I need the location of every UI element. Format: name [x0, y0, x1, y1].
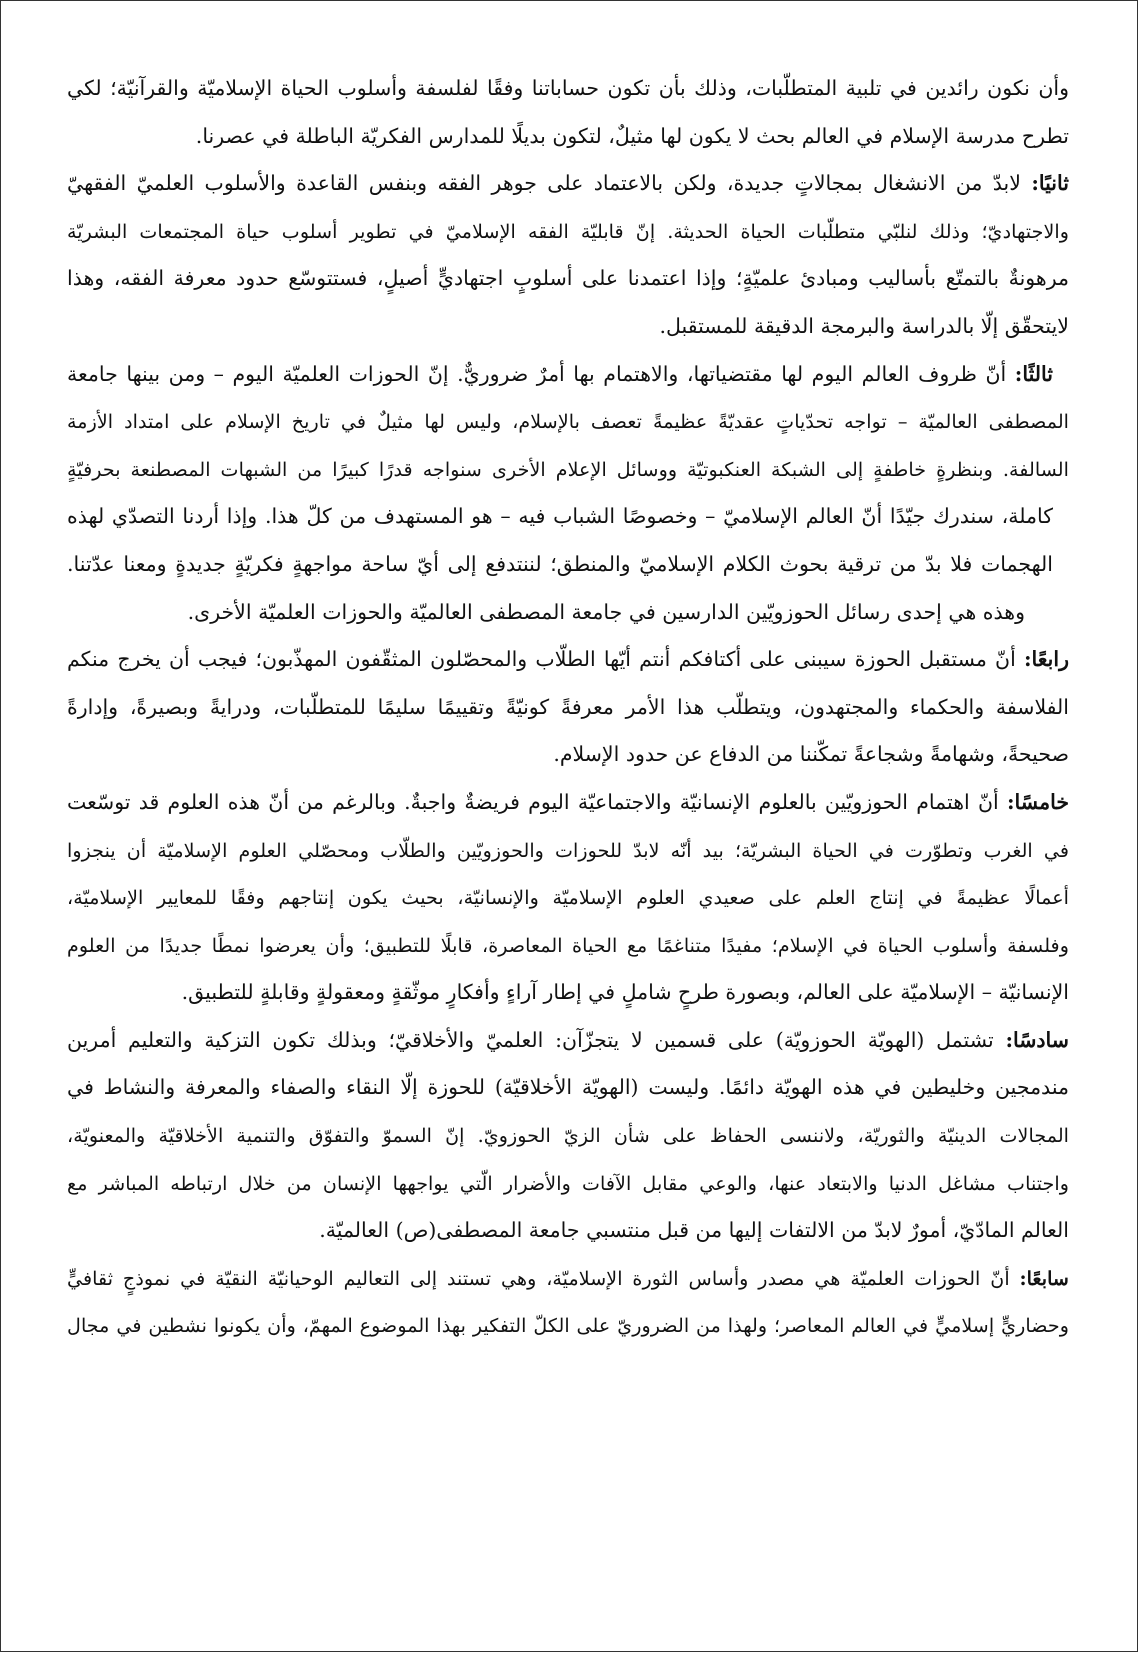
paragraph-closing: وهذه هي إحدى رسائل الحوزويّين الدارسين في جامعة المصطفى العالميّة والحوزات العلميّة الأخرى.	[187, 599, 1025, 624]
text-line: أعمالًا عظيمةً في إنتاج العلم على صعيدي العلوم الإسلاميّة والإنسانيّة، بحيث يكون إنتاجهم وفقًا للمعايير الإسلاميّة،	[67, 886, 1069, 910]
paragraph-first-line	[67, 636, 1069, 684]
text-line: تطرح مدرسة الإسلام في العالم بحث لا يكون لها مثيلٌ، لتكون بديلًا للمدارس الفكريّة الباطلة في عصرنا.	[195, 123, 1069, 148]
text-line: تشتمل (الهويّة الحوزويّة) على قسمين لا يتجزّآن: العلميّ والأخلاقيّ؛ وبذلك تكون التزكية والتعليم أمرين	[67, 1027, 994, 1052]
text-line: أنّ اهتمام الحوزويّين بالعلوم الإنسانيّة والاجتماعيّة اليوم فريضةٌ واجبةٌ. وبالرغم من أنّ هذه العلوم قد توسّعت	[67, 789, 999, 814]
paragraph-lead-fourth: رابعًا:	[1023, 647, 1069, 672]
text-line: لابدّ من الانشغال بمجالاتٍ جديدة، ولكن بالاعتماد على جوهر الفقه وبنفس القاعدة والأسلوب العلميّ الفقهيّ	[67, 171, 1021, 196]
text-line: المصطفى العالميّة – تواجه تحدّياتٍ عقديّةً عظيمةً تعصف بالإسلام، وليس لها مثيلٌ في تاريخ الإسلام على امتداد الأزمة	[67, 410, 1069, 434]
paragraph-lead-fifth: خامسًا:	[1006, 789, 1069, 814]
text-line: أنّ ظروف العالم اليوم لها مقتضياتها، والاهتمام بها أمرٌ ضروريٌّ. إنّ الحوزات العلميّة اليوم – ومن بينها جامعة	[67, 361, 1007, 386]
text-line: العالم المادّيّ، أمورٌ لابدّ من الالتفات إليها من قبل منتسبي جامعة المصطفى(ص) العالميّة.	[319, 1218, 1069, 1243]
paragraph-lead-sixth: سادسًا:	[1005, 1027, 1069, 1052]
text-line: أنّ مستقبل الحوزة سيبنى على أكتافكم أنتم أيّها الطلّاب والمحصّلون المثقّفون المهذّبون؛ فيجب أن يخرج منكم	[67, 647, 1016, 672]
text-line: الإنسانيّة – الإسلاميّة على العالم، وبصورة طرحٍ شاملٍ في إطار آراءٍ وأفكارٍ موثّقةٍ ومعقولةٍ وقابلةٍ للتطبيق.	[181, 980, 1069, 1005]
text-line: أنّ الحوزات العلميّة هي مصدر وأساس الثورة الإسلاميّة، وهي تستند إلى التعاليم الوحيانيّة النقيّة في نموذجٍ ثقافيٍّ	[67, 1266, 1010, 1290]
text-line: واجتناب مشاغل الدنيا والابتعاد عنها، والوعي مقابل الآفات والأضرار الّتي يواجهها الإنسان من خلال ارتباطه المباشر مع	[67, 1171, 1069, 1195]
text-line: المجالات الدينيّة والثوريّة، ولاننسى الحفاظ على شأن الزيّ الحوزويّ. إنّ السموّ والتفوّق والتنمية الأخلاقيّة والمعنويّة،	[67, 1124, 1069, 1148]
text-line: وأن نكون رائدين في تلبية المتطلّبات، وذلك بأن تكون حساباتنا وفقًا لفلسفة وأسلوب الحياة الإسلاميّة والقرآنيّة؛ لكي	[67, 76, 1069, 100]
paragraph-lead-third: ثالثًا:	[1014, 361, 1053, 386]
document-body	[67, 65, 1069, 1350]
paragraph-first-line	[67, 1255, 1069, 1303]
paragraph-lead-seventh: سابعًا:	[1019, 1266, 1069, 1290]
text-line: السالفة. وبنظرةٍ خاطفةٍ إلى الشبكة العنكبوتيّة ووسائل الإعلام الأخرى سنواجه قدرًا كبيرًا من الشبهات المصطنعة بحرفيّةٍ	[67, 457, 1069, 481]
text-line: مرهونةٌ بالتمتّع بأساليب ومبادئ علميّةٍ؛ وإذا اعتمدنا على أسلوبٍ اجتهاديٍّ أصيلٍ، فستتوسّع حدود معرفة الفقه، وهذا	[67, 266, 1069, 291]
paragraph-first-line	[67, 779, 1069, 827]
text-line: الهجمات فلا بدّ من ترقية بحوث الكلام الإسلاميّ والمنطق؛ لننتدفع إلى أيّ ساحة مواجهةٍ فكريّةٍ جديدةٍ ومعنا عدّتنا.	[67, 551, 1053, 576]
text-line: لايتحقّق إلّا بالدراسة والبرمجة الدقيقة للمستقبل.	[659, 313, 1069, 338]
text-line: والاجتهاديّ؛ وذلك لنلبّي متطلّبات الحياة الحديثة. إنّ قابليّة الفقه الإسلاميّ في تطوير أسلوب حياة المجتمعات البشريّة	[67, 219, 1069, 243]
text-line: في الغرب وتطوّرت في الحياة البشريّة؛ بيد أنّه لابدّ للحوزات والحوزويّين والطلّاب ومحصّلي العلوم الإسلاميّة أن ينجزوا	[67, 838, 1069, 862]
text-line: وحضاريٍّ إسلاميٍّ في العالم المعاصر؛ ولهذا من الضروريّ على الكلّ التفكير بهذا الموضوع المهمّ، وأن يكونوا نشطين في مجال	[67, 1314, 1069, 1338]
text-line: كاملة، سندرك جيّدًا أنّ العالم الإسلاميّ – وخصوصًا الشباب فيه – هو المستهدف من كلّ هذا. وإذا أردنا التصدّي لهذه	[67, 504, 1053, 529]
paragraph-lead-second: ثانيًا:	[1031, 171, 1069, 196]
paragraph-first-line	[67, 1017, 1069, 1065]
paragraph-first-line	[67, 160, 1069, 208]
text-line: وفلسفة وأسلوب الحياة في الإسلام؛ مفيدًا متناغمًا مع الحياة المعاصرة، قابلًا للتطبيق؛ وأن يعرضوا نمطًا جديدًا من العلوم	[67, 933, 1069, 957]
text-line: مندمجين وخليطين في هذه الهويّة دائمًا. وليست (الهويّة الأخلاقيّة) للحوزة إلّا النقاء والصفاء والمعرفة والنشاط في	[67, 1075, 1069, 1100]
text-line: الفلاسفة والحكماء والمجتهدون، ويتطلّب هذا الأمر معرفةً كونيّةً وتقييمًا سليمًا للمتطلّبات، ودرايةً وبصيرةً، وإدارةً	[67, 694, 1069, 719]
text-line: صحيحةً، وشهامةً وشجاعةً تمكّننا من الدفاع عن حدود الإسلام.	[553, 742, 1069, 767]
paragraph-first-line	[67, 351, 1069, 399]
